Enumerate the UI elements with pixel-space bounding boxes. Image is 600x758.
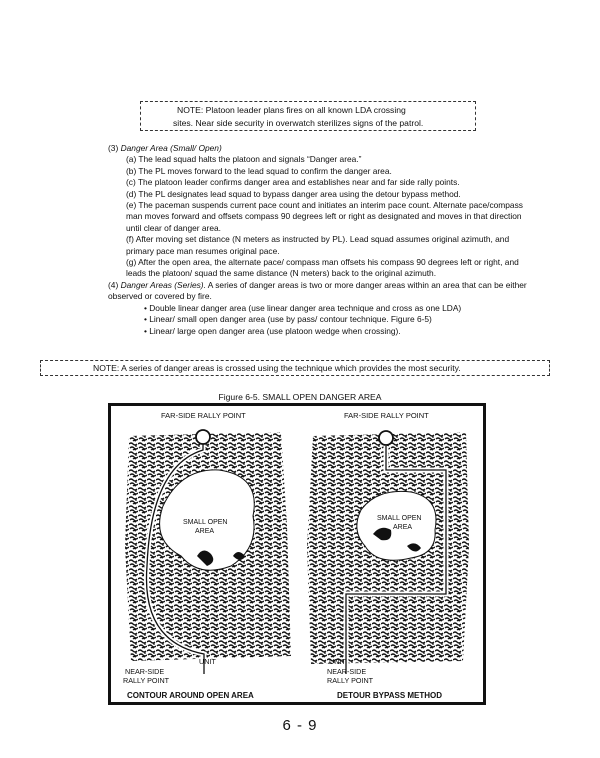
step-c: (c) The platoon leader confirms danger area and establishes near and far side rally points. — [126, 177, 460, 188]
left-near-label-2: RALLY POINT — [123, 676, 170, 685]
left-near-label-1: NEAR-SIDE — [125, 667, 165, 676]
right-near-label-2: RALLY POINT — [327, 676, 374, 685]
right-panel — [307, 411, 469, 700]
section4-line2: observed or covered by fire. — [108, 291, 212, 302]
note-top-line1: NOTE: Platoon leader plans fires on all known LDA crossing — [177, 105, 406, 115]
step-g-line1: (g) After the open area, the alternate pace/ compass man offsets his compass 90 degrees left or right, and — [126, 257, 519, 268]
step-e-line3: until clear of danger area. — [126, 222, 221, 233]
right-unit-label: UNIT — [329, 657, 346, 666]
section3-number: (3) — [108, 143, 119, 153]
left-panel — [123, 411, 291, 700]
body-text — [108, 143, 553, 337]
section4-title: Danger Areas (Series). — [120, 279, 206, 290]
right-area-label-2: AREA — [393, 524, 413, 531]
page-number: 6 - 9 — [282, 717, 318, 734]
note-box-bottom — [40, 360, 550, 376]
bullet-1: • Double linear danger area (use linear danger area technique and cross as one LDA) — [144, 302, 462, 313]
right-area-label-1: SMALL OPEN — [377, 515, 422, 522]
bullet-2: • Linear/ small open danger area (use by pass/ contour technique. Figure 6-5) — [144, 314, 432, 325]
right-near-label-1: NEAR-SIDE — [327, 667, 367, 676]
left-far-rally-point-icon — [196, 430, 210, 444]
left-far-rally-label: FAR-SIDE RALLY POINT — [161, 411, 246, 420]
step-e-line2: man moves forward and offsets compass 90 degrees left or right as designated and moves in that direction — [126, 211, 522, 222]
note-box-top — [140, 101, 476, 131]
step-d: (d) The PL designates lead squad to bypass danger area using the detour bypass method. — [126, 188, 461, 199]
step-f-line2: primary pace man resumes original pace. — [126, 245, 280, 256]
section4-number: (4) — [108, 279, 119, 290]
bullet-3: • Linear/ large open danger area (use platoon wedge when crossing). — [144, 325, 401, 336]
left-method-label: CONTOUR AROUND OPEN AREA — [127, 691, 254, 700]
figure-illustration — [111, 406, 483, 702]
right-far-rally-label: FAR-SIDE RALLY POINT — [344, 411, 429, 420]
step-a: (a) The lead squad halts the platoon and signals “Danger area.” — [126, 154, 362, 165]
section3-title: Danger Area (Small/ Open) — [120, 143, 222, 153]
step-f-line1: (f) After moving set distance (N meters as instructed by PL). Lead squad assumes original azimuth, and — [126, 234, 510, 245]
section3-heading — [108, 143, 553, 154]
left-unit-label: UNIT — [199, 657, 216, 666]
right-far-rally-point-icon — [379, 431, 393, 445]
right-method-label: DETOUR BYPASS METHOD — [337, 691, 443, 700]
note-bottom-text: NOTE: A series of danger areas is crossed using the technique which provides the most security. — [93, 363, 461, 373]
note-top-line2: sites. Near side security in overwatch sterilizes signs of the patrol. — [173, 118, 424, 128]
step-g-line2: leads the platoon/ squad the same distance (N meters) back to the original azimuth. — [126, 268, 437, 279]
step-e-line1: (e) The paceman suspends current pace count and initiates an interim pace count. Alternate pace/compass — [126, 200, 523, 211]
section4-line1 — [108, 280, 553, 291]
section4-text1: A series of danger areas is two or more danger areas within an area that can be either — [205, 279, 527, 290]
left-area-label-1: SMALL OPEN — [183, 519, 228, 526]
step-b: (b) The PL moves forward to the lead squad to confirm the danger area. — [126, 165, 392, 176]
left-area-label-2: AREA — [195, 528, 215, 535]
figure-6-5 — [108, 403, 486, 705]
figure-caption: Figure 6-5. SMALL OPEN DANGER AREA — [218, 392, 382, 402]
